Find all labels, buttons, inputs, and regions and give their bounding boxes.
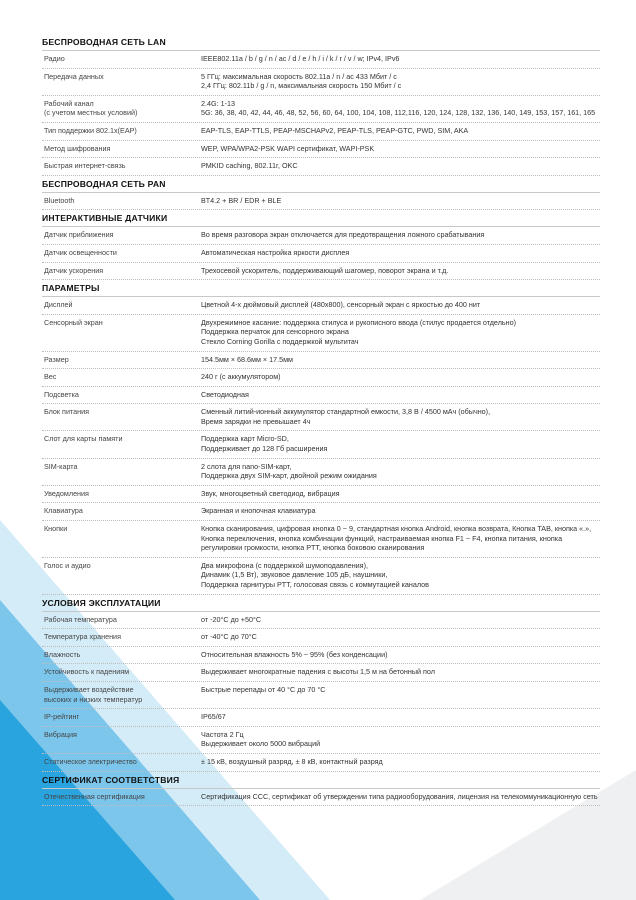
spec-row [42,709,600,727]
spec-value: WEP, WPA/WPA2-PSK WAPI сертификат, WAPI-PSK [201,143,375,153]
spec-value: 5 ГГц: максимальная скорость 802.11a / n / ac 433 Мбит / с 2,4 ГГц: 802.11b / g / n, максимальная скорость 150 Мбит / с [201,71,402,91]
spec-value: Два микрофона (с поддержкой шумоподавления), Динамик (1,5 Вт), звуковое давление 105 дБ, наушники, Поддержка гарнитуры PTT, голосовая связь с коммутацией каналов [201,560,429,589]
spec-value: Трехосевой ускоритель, поддерживающий шагомер, поворот экрана и т.д. [201,265,449,275]
spec-row [42,664,600,682]
spec-label: SIM-карта [44,461,78,471]
spec-row [42,315,600,352]
spec-value: 240 г (с аккумулятором) [201,372,281,382]
spec-row [42,558,600,595]
spec-row [42,369,600,387]
spec-row [42,503,600,521]
spec-value: Поддержка карт Micro-SD, Поддерживает до 128 Гб расширения [201,434,328,454]
spec-row [42,141,600,159]
spec-row [42,387,600,405]
spec-row [42,486,600,504]
spec-label: Кнопки [44,524,68,534]
spec-row [42,69,600,96]
section-title: ИНТЕРАКТИВНЫЕ ДАТЧИКИ [42,210,600,227]
spec-value: Выдерживает многократные падения с высоты 1,5 м на бетонный пол [201,667,435,677]
spec-label: Bluetooth [44,195,75,205]
spec-value: Относительная влажность 5% ~ 95% (без конденсации) [201,649,388,659]
spec-value: от -20°C до +50°C [201,614,262,624]
section-title: СЕРТИФИКАТ СООТВЕТСТВИЯ [42,772,600,789]
spec-row [42,158,600,176]
spec-row [42,263,600,281]
spec-row [42,727,600,754]
spec-value: BT4.2 + BR / EDR + BLE [201,195,282,205]
spec-label: Слот для карты памяти [44,434,123,444]
spec-value: Сертификация CCC, сертификат об утверждении типа радиооборудования, лицензия на телекоммуникационную сеть [201,791,598,801]
spec-label: Метод шифрования [44,143,111,153]
spec-label: Быстрая интернет-связь [44,161,126,171]
spec-value: Автоматическая настройка яркости дисплея [201,247,350,257]
section-title: ПАРАМЕТРЫ [42,280,600,297]
spec-row [42,612,600,630]
section-title: БЕСПРОВОДНАЯ СЕТЬ LAN [42,34,600,51]
spec-row [42,297,600,315]
spec-label: Сенсорный экран [44,317,103,327]
spec-value: Во время разговора экран отключается для предотвращения ложного срабатывания [201,230,485,240]
spec-row [42,352,600,370]
spec-value: EAP-TLS, EAP-TTLS, PEAP-MSCHAPv2, PEAP-TLS, PEAP-GTC, PWD, SIM, AKA [201,125,469,135]
section-title: УСЛОВИЯ ЭКСПЛУАТАЦИИ [42,595,600,612]
spec-row [42,521,600,558]
spec-value: Частота 2 Гц Выдерживает около 5000 вибраций [201,729,321,749]
spec-row [42,245,600,263]
spec-label: Температура хранения [44,632,121,642]
spec-value: от -40°C до 70°C [201,632,257,642]
spec-value: Звук, многоцветный светодиод, вибрация [201,488,340,498]
spec-label: Размер [44,354,69,364]
spec-value: 2.4G: 1-13 5G: 36, 38, 40, 42, 44, 46, 48, 52, 56, 60, 64, 100, 104, 108, 112,116, 120, 124, 128, 132, 136, 140, 149, 153, 157, 161, 165 [201,98,596,118]
spec-label: Подсветка [44,389,79,399]
spec-value: IEEE802.11a / b / g / n / ac / d / e / h / i / k / r / v / w; IPv4, IPv6 [201,54,400,63]
spec-row [42,227,600,245]
spec-value: 2 слота для nano-SIM-карт, Поддержка двух SIM-карт, двойной режим ожидания [201,461,377,481]
spec-value: 154.5мм × 68.6мм × 17.5мм [201,354,293,364]
spec-row [42,404,600,431]
spec-row [42,193,600,211]
spec-label: Дисплей [44,300,73,310]
spec-row [42,51,600,69]
section-title: БЕСПРОВОДНАЯ СЕТЬ PAN [42,176,600,193]
spec-value: Двухрежимное касание: поддержка стилуса и рукописного ввода (стилус продается отдельно) Поддержка перчаток для сенсорного экрана Стекло Corning Gorilla с поддержкой мультитач [201,317,516,346]
spec-label: Устойчивость к падениям [44,667,130,677]
spec-label: Статическое электричество [44,756,137,766]
spec-label: Голос и аудио [44,560,91,570]
spec-label: Влажность [44,649,81,659]
spec-label: Передача данных [44,71,104,81]
spec-value: Кнопка сканирования, цифровая кнопка 0 ~ 9, стандартная кнопка Android, кнопка возврата, Кнопка TAB, кнопка «.», Кнопка переключения, кнопка комбинации функций, настраиваемая кнопка F1 ~ F4, кнопка питания, кнопка регулировки громкости, кнопка PTT, кнопка боковою сканирования [201,524,592,553]
spec-value: Цветной 4-х дюймовый дисплей (480x800), сенсорный экран с яркостью до 400 нит [201,300,481,310]
spec-label: Рабочий канал (с учетом местных условий) [44,98,138,118]
spec-row [42,682,600,709]
spec-row [42,123,600,141]
spec-label: Отечественная сертификация [44,791,145,801]
spec-row [42,754,600,772]
spec-label: Блок питания [44,407,90,417]
spec-value: Сменный литий-ионный аккумулятор стандартной емкости, 3,8 В / 4500 мАч (обычно), Время зарядки не превышает 4ч [201,407,491,426]
spec-value: Светодиодная [201,389,249,399]
spec-row [42,629,600,647]
spec-label: Клавиатура [44,506,83,516]
spec-label: Выдерживает воздействие высоких и низких температур [44,684,143,704]
spec-row [42,789,600,807]
spec-sheet [42,34,600,806]
spec-value: Экранная и кнопочная клавиатура [201,506,316,516]
spec-row [42,647,600,665]
spec-value: PMKID caching, 802.11r, OKC [201,161,298,171]
spec-label: Вес [44,372,57,382]
spec-value: Быстрые перепады от 40 °C до 70 °C [201,684,326,694]
spec-row [42,431,600,458]
spec-label: Датчик приближения [44,230,114,240]
spec-value: IP65/67 [201,712,226,722]
spec-value: ± 15 кВ, воздушный разряд, ± 8 кВ, контактный разряд [201,756,383,766]
spec-label: Тип поддержки 802.1x(EAP) [44,125,137,135]
spec-label: IP-рейтинг [44,712,80,722]
spec-label: Датчик освещенности [44,247,117,257]
spec-label: Вибрация [44,729,77,739]
spec-row [42,96,600,123]
spec-row [42,459,600,486]
spec-label: Датчик ускорения [44,265,104,275]
spec-label: Рабочая температура [44,614,117,624]
spec-label: Уведомления [44,488,89,498]
spec-label: Радио [44,54,65,63]
